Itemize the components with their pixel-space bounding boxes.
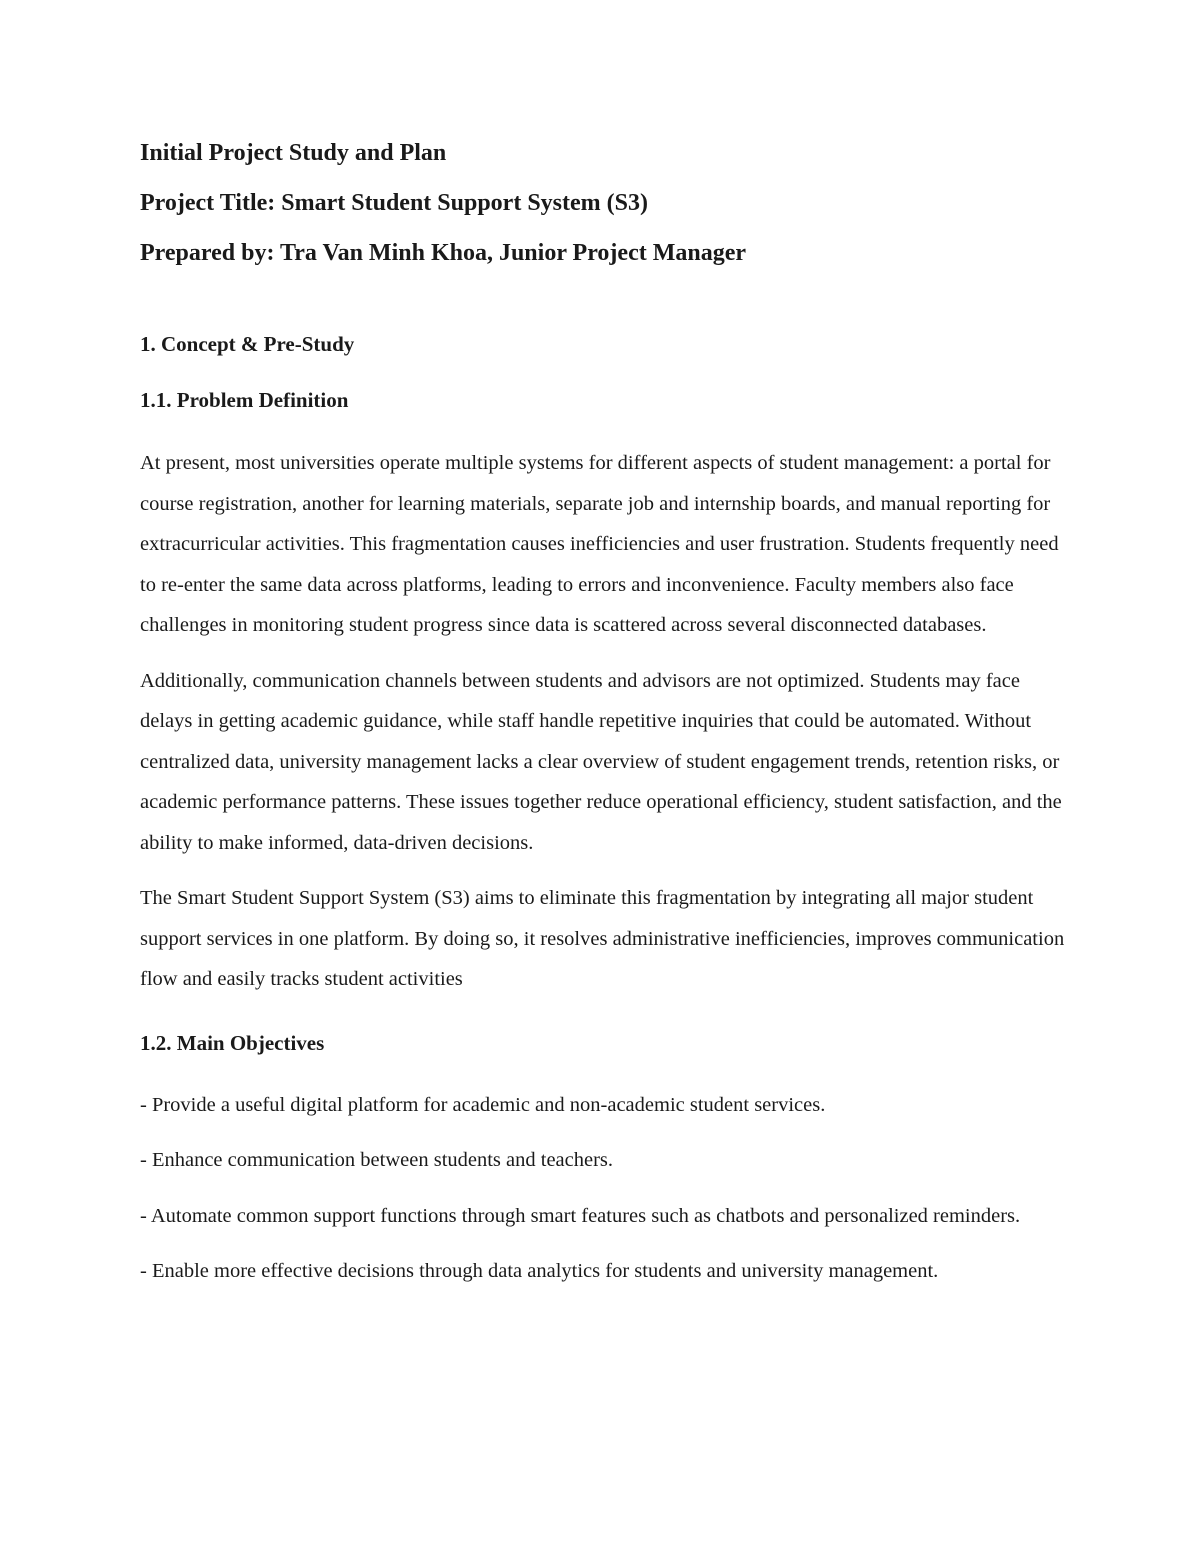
prepared-by: Prepared by: Tra Van Minh Khoa, Junior Project Manager [140,240,747,266]
section-heading-concept: 1. Concept & Pre-Study [140,332,355,356]
objective-item: - Automate common support functions through smart features such as chatbots and personalized reminders. [140,1204,1021,1227]
objective-item: - Enhance communication between students and teachers. [140,1149,614,1171]
paragraph-problem-1: At present, most universities operate multiple systems for different aspects of student management: a portal for course registration, another for learning materials, separate job and internship boards, and manual reporting for extracurricular activities. This fragmentation causes inefficiencies and user frustration. Students frequently need to re-enter the same data across platforms, leading to errors and inconvenience. Faculty members also face challenges in monitoring student progress since data is scattered across several disconnected databases. [140,452,1059,636]
paragraph-problem-3: The Smart Student Support System (S3) aims to eliminate this fragmentation by integrating all major student support services in one platform. By doing so, it resolves administrative inefficiencies, improves communication flow and easily tracks student activities [140,887,1065,990]
document-page [140,138,1070,1307]
project-title: Project Title: Smart Student Support System (S3) [140,190,648,216]
document-title: Initial Project Study and Plan [140,140,447,166]
objective-item: - Enable more effective decisions through data analytics for students and university management. [140,1260,939,1282]
objective-item: - Provide a useful digital platform for academic and non-academic student services. [140,1093,826,1116]
subsection-heading-main-objectives: 1.2. Main Objectives [140,1030,325,1055]
paragraph-problem-2: Additionally, communication channels between students and advisors are not optimized. Students may face delays in getting academic guidance, while staff handle repetitive inquiries that could be automated. Without centralized data, university management lacks a clear overview of student engagement trends, retention risks, or academic performance patterns. These issues together reduce operational efficiency, student satisfaction, and the ability to make informed, data-driven decisions. [140,669,1062,854]
subsection-heading-problem-definition: 1.1. Problem Definition [140,388,349,412]
